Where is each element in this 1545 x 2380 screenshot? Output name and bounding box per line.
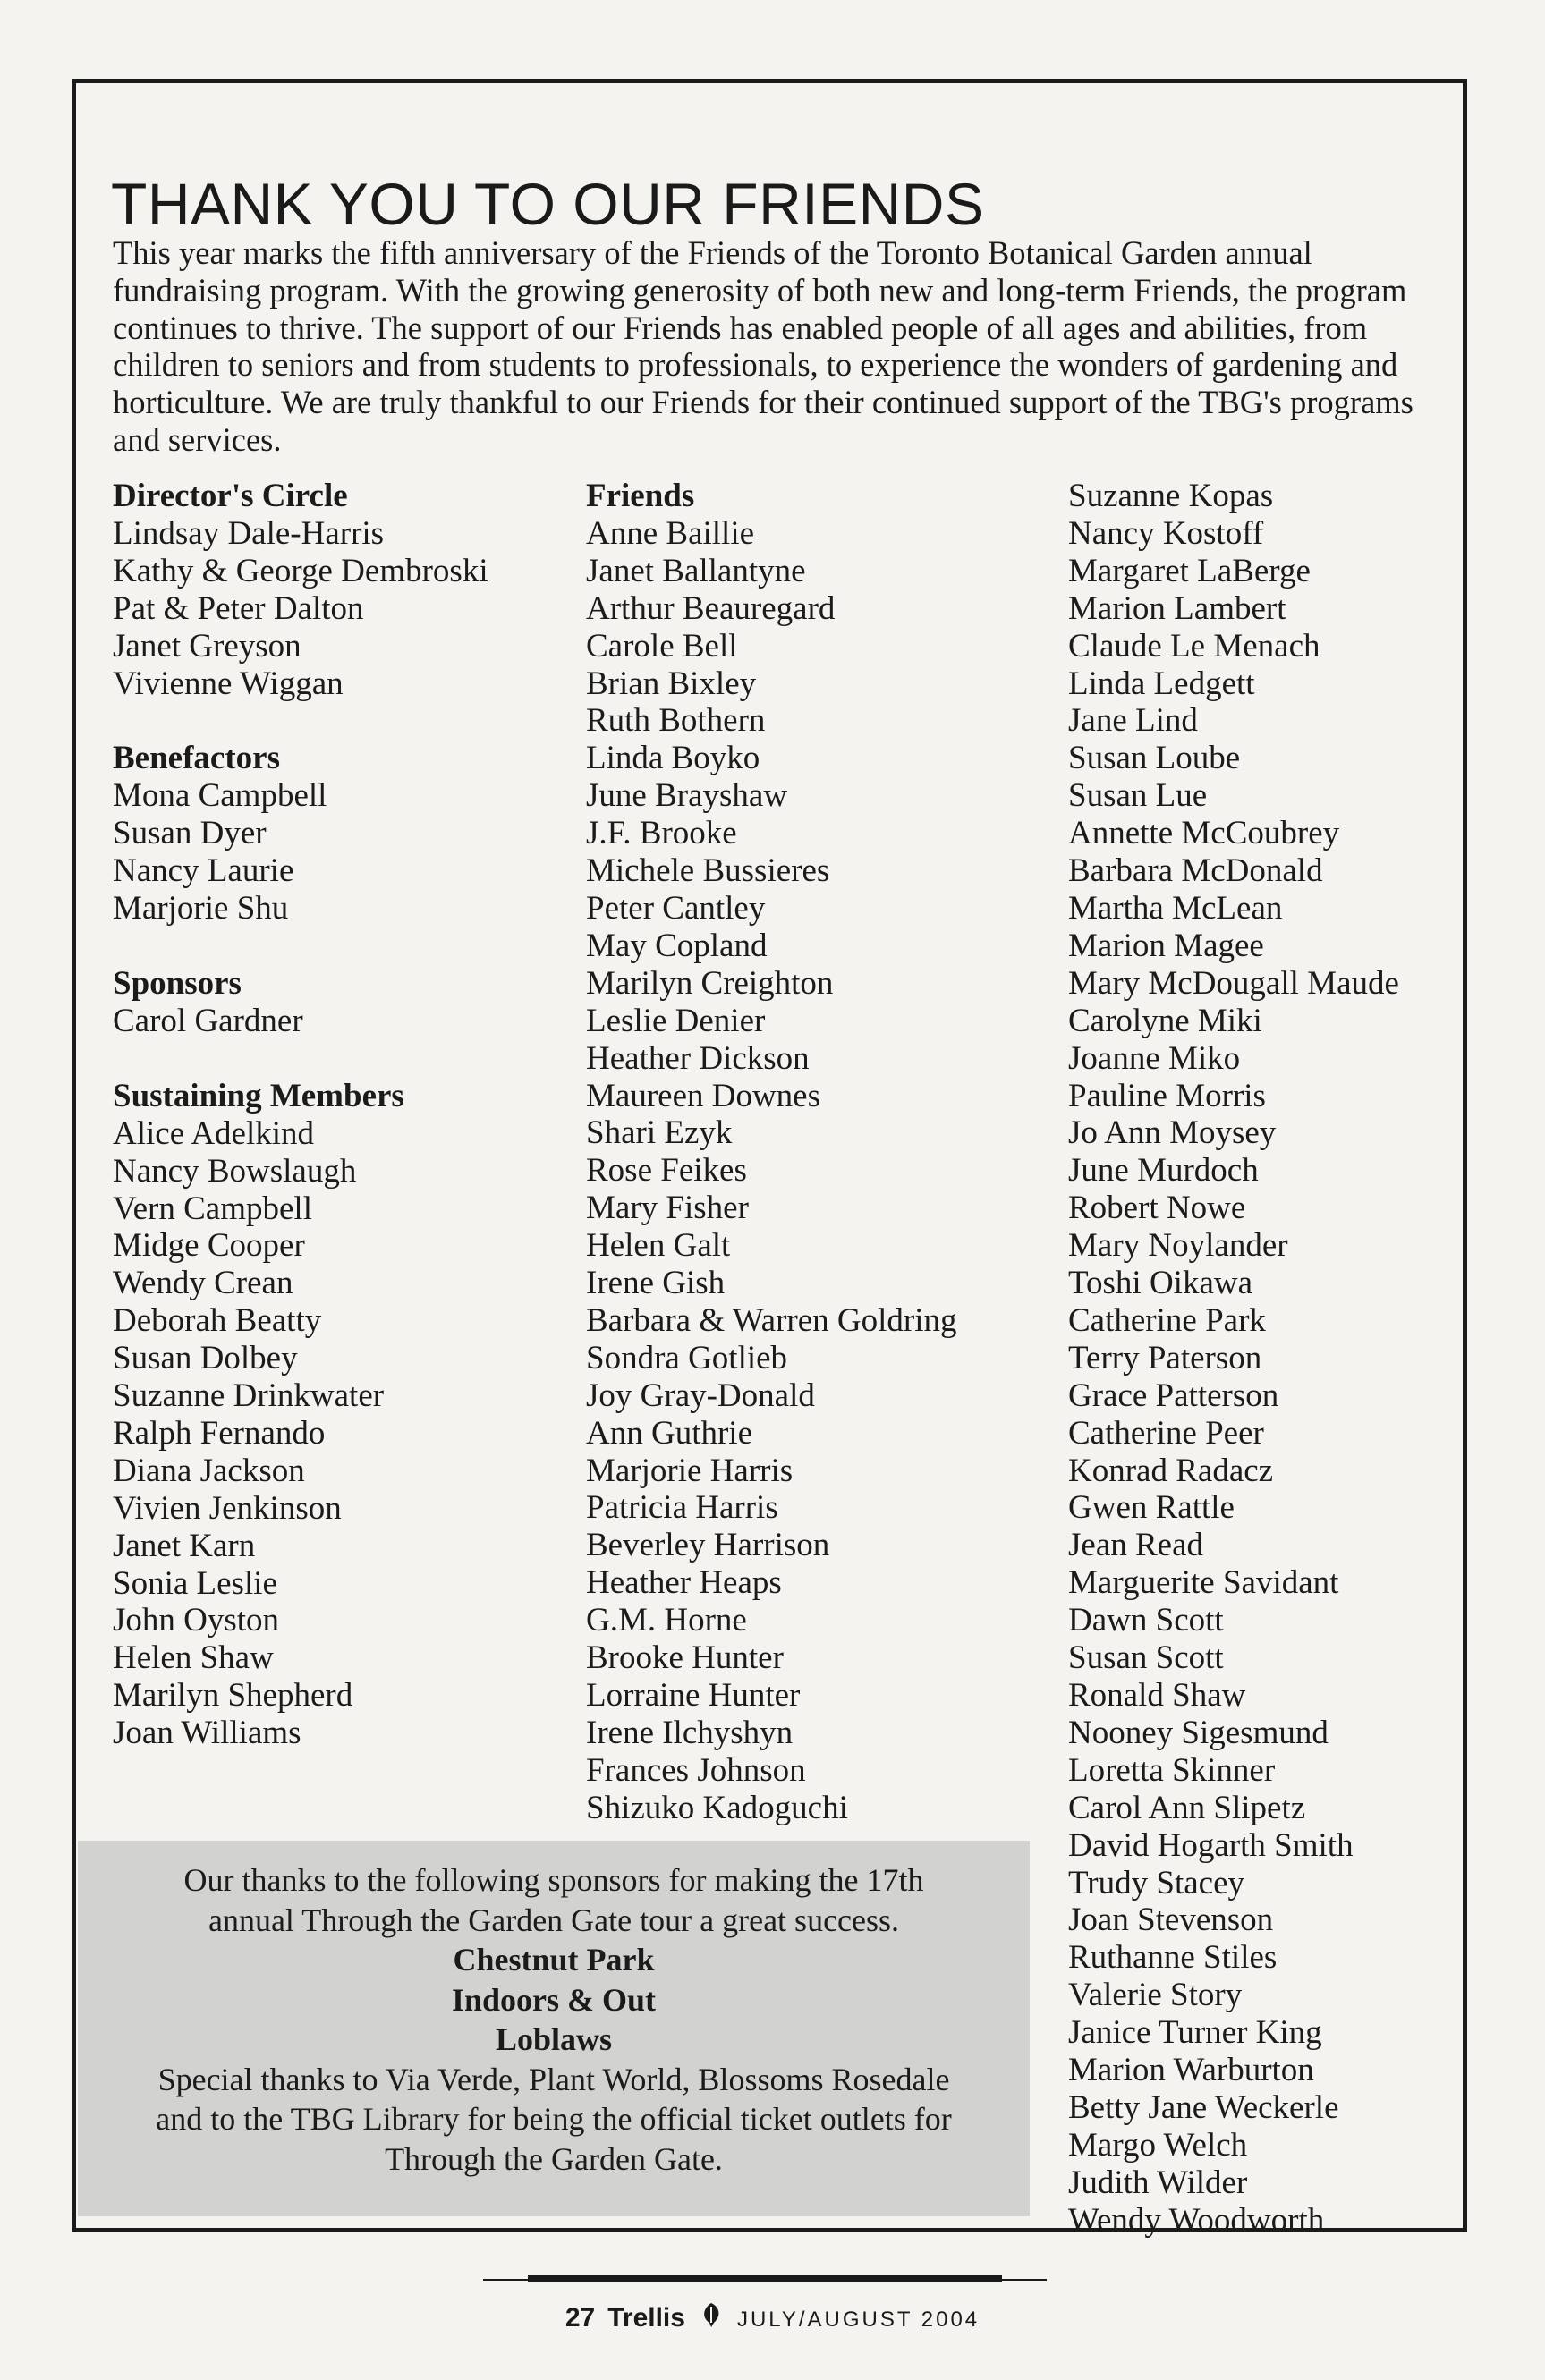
- donor-name: Annette McCoubrey: [1068, 815, 1340, 852]
- donor-name: Grace Patterson: [1068, 1376, 1279, 1414]
- donor-name: Joanne Miko: [1068, 1039, 1241, 1077]
- donor-column-1: [113, 478, 560, 1790]
- donor-name: Helen Shaw: [113, 1639, 274, 1677]
- donor-name: Shizuko Kadoguchi: [586, 1789, 848, 1826]
- donor-name: Marilyn Shepherd: [113, 1677, 353, 1715]
- donor-name: Catherine Peer: [1068, 1414, 1264, 1452]
- donor-name: Jean Read: [1068, 1527, 1204, 1564]
- donor-name: Martha McLean: [1068, 889, 1283, 927]
- donor-name: Marilyn Creighton: [586, 964, 834, 1002]
- donor-name: Sondra Gotlieb: [586, 1339, 788, 1376]
- tour-sponsor: Loblaws: [495, 2021, 613, 2057]
- donor-name: Joan Williams: [113, 1715, 301, 1752]
- donor-name: Mary Fisher: [586, 1190, 749, 1227]
- special-thanks-line: Through the Garden Gate.: [385, 2140, 723, 2177]
- donor-name: Lindsay Dale-Harris: [113, 514, 385, 552]
- donor-name: Sonia Leslie: [113, 1564, 277, 1602]
- donor-name: John Oyston: [113, 1602, 280, 1639]
- donor-name: Robert Nowe: [1068, 1190, 1246, 1227]
- donor-list: [586, 515, 1051, 1827]
- donor-list: [113, 777, 560, 927]
- special-thanks-line: Special thanks to Via Verde, Plant World, Blossoms Rosedale: [157, 2061, 950, 2097]
- donor-name: Margo Welch: [1068, 2126, 1248, 2164]
- donor-name: Mary McDougall Maude: [1068, 964, 1399, 1002]
- donor-name: J.F. Brooke: [586, 815, 737, 852]
- donor-name: Deborah Beatty: [113, 1302, 322, 1340]
- donor-name: Vivienne Wiggan: [113, 665, 344, 702]
- section-heading: Sustaining Members: [113, 1077, 404, 1114]
- donor-list: [1068, 478, 1462, 2240]
- donor-name: Linda Boyko: [586, 740, 760, 777]
- page-number: 27: [565, 2303, 596, 2333]
- donor-name: Marion Lambert: [1068, 589, 1286, 627]
- article-title: THANK YOU TO OUR FRIENDS: [111, 171, 985, 237]
- article-intro: This year marks the fifth anniversary of the Friends of the Toronto Botanical Garden annual fundraising program. With the growing generosity of both new and long-term Friends, the program continues to thrive. The support of our Friends has enabled people of all ages and abilities, from children to seniors and from students to professionals, to experience the wonders of gardening and horticulture. We are truly thankful to our Friends for their continued support of the TBG's programs and services.: [113, 234, 1413, 458]
- donor-name: Marion Magee: [1068, 927, 1264, 964]
- donor-name: Janet Greyson: [113, 627, 301, 665]
- sponsor-thanks-box: [78, 1841, 1030, 2216]
- donor-name: Linda Ledgett: [1068, 665, 1255, 702]
- donor-name: Carolyne Miki: [1068, 1002, 1262, 1039]
- donor-name: Gwen Rattle: [1068, 1489, 1235, 1527]
- donor-name: Susan Dolbey: [113, 1340, 298, 1377]
- donor-name: Kathy & George Dembroski: [113, 552, 488, 589]
- donor-name: Ralph Fernando: [113, 1414, 326, 1452]
- donor-name: Rose Feikes: [586, 1152, 747, 1190]
- donor-name: Barbara & Warren Goldring: [586, 1301, 957, 1339]
- donor-name: Arthur Beauregard: [586, 589, 836, 627]
- donor-name: Ruth Bothern: [586, 702, 766, 740]
- donor-name: Janice Turner King: [1068, 2014, 1322, 2052]
- donor-name: Peter Cantley: [586, 889, 766, 927]
- donor-name: Alice Adelkind: [113, 1114, 315, 1152]
- leaf-icon: [700, 2301, 723, 2338]
- donor-name: Susan Loube: [1068, 740, 1241, 777]
- donor-name: Ronald Shaw: [1068, 1677, 1246, 1714]
- donor-name: Vivien Jenkinson: [113, 1489, 342, 1527]
- donor-name: Nancy Kostoff: [1068, 514, 1264, 552]
- donor-name: Janet Ballantyne: [586, 552, 806, 589]
- donor-name: Suzanne Drinkwater: [113, 1377, 385, 1415]
- donor-name: Joan Stevenson: [1068, 1901, 1274, 1939]
- donor-name: Midge Cooper: [113, 1227, 305, 1265]
- donor-name: Leslie Denier: [586, 1002, 766, 1039]
- donor-name: Heather Dickson: [586, 1039, 810, 1077]
- donor-name: Susan Dyer: [113, 815, 267, 852]
- donor-name: Shari Ezyk: [586, 1114, 733, 1152]
- donor-name: Maureen Downes: [586, 1077, 820, 1114]
- donor-name: Jo Ann Moysey: [1068, 1114, 1277, 1152]
- donor-name: Konrad Radacz: [1068, 1452, 1274, 1489]
- donor-name: Helen Galt: [586, 1227, 731, 1265]
- donor-column-3: [1068, 478, 1462, 2240]
- donor-name: Pat & Peter Dalton: [113, 589, 364, 627]
- donor-name: Patricia Harris: [586, 1489, 778, 1527]
- tour-sponsor: Chestnut Park: [453, 1942, 655, 1978]
- donor-name: Betty Jane Weckerle: [1068, 2088, 1339, 2126]
- donor-name: Nancy Bowslaugh: [113, 1152, 357, 1190]
- thanks-line: Our thanks to the following sponsors for making the 17th: [183, 1862, 924, 1898]
- section-heading: Director's Circle: [113, 478, 348, 514]
- donor-list: [113, 1003, 560, 1040]
- donor-name: Pauline Morris: [1068, 1077, 1266, 1114]
- donor-name: Loretta Skinner: [1068, 1751, 1276, 1789]
- donor-name: David Hogarth Smith: [1068, 1826, 1354, 1864]
- donor-name: Nooney Sigesmund: [1068, 1714, 1329, 1751]
- donor-name: Wendy Woodworth: [1068, 2201, 1325, 2239]
- donor-name: Heather Heaps: [586, 1564, 782, 1602]
- section-heading: Benefactors: [113, 740, 280, 777]
- donor-name: Trudy Stacey: [1068, 1864, 1244, 1901]
- donor-name: Irene Ilchyshyn: [586, 1714, 794, 1751]
- donor-name: Carol Gardner: [113, 1002, 303, 1039]
- section-heading: Sponsors: [113, 964, 242, 1002]
- directors-circle-group: [113, 478, 560, 702]
- donor-name: Lorraine Hunter: [586, 1677, 801, 1714]
- donor-name: Judith Wilder: [1068, 2164, 1248, 2201]
- footer-rule-bold: [528, 2275, 1002, 2282]
- publication-name: Trellis: [607, 2303, 685, 2333]
- donor-name: Toshi Oikawa: [1068, 1265, 1253, 1302]
- issue-date: JULY/AUGUST 2004: [736, 2308, 980, 2332]
- donor-name: Barbara McDonald: [1068, 852, 1323, 890]
- donor-name: Marguerite Savidant: [1068, 1564, 1339, 1602]
- donor-name: Catherine Park: [1068, 1301, 1266, 1339]
- donor-name: Beverley Harrison: [586, 1527, 830, 1564]
- donor-name: Michele Bussieres: [586, 852, 830, 890]
- donor-name: Ruthanne Stiles: [1068, 1939, 1278, 1977]
- donor-name: Nancy Laurie: [113, 852, 294, 890]
- donor-name: G.M. Horne: [586, 1602, 747, 1639]
- donor-name: Irene Gish: [586, 1265, 726, 1302]
- donor-name: June Murdoch: [1068, 1152, 1259, 1190]
- sponsors-group: [113, 965, 560, 1040]
- donor-name: Terry Paterson: [1068, 1339, 1262, 1376]
- donor-name: Dawn Scott: [1068, 1602, 1224, 1639]
- donor-name: Anne Baillie: [586, 514, 755, 552]
- donor-name: Brian Bixley: [586, 665, 757, 702]
- page-footer: [0, 2300, 1545, 2338]
- donor-name: Frances Johnson: [586, 1751, 806, 1789]
- donor-name: June Brayshaw: [586, 777, 788, 815]
- donor-name: Carol Ann Slipetz: [1068, 1789, 1306, 1826]
- thanks-line: annual Through the Garden Gate tour a great success.: [208, 1901, 900, 1938]
- donor-name: Mona Campbell: [113, 777, 327, 815]
- donor-name: Brooke Hunter: [586, 1639, 784, 1677]
- donor-name: Joy Gray-Donald: [586, 1376, 815, 1414]
- donor-name: Susan Lue: [1068, 777, 1208, 815]
- donor-column-2: [586, 478, 1051, 1827]
- donor-name: Janet Karn: [113, 1527, 256, 1564]
- donor-name: Jane Lind: [1068, 702, 1198, 740]
- donor-name: May Copland: [586, 927, 768, 964]
- donor-name: Marjorie Shu: [113, 890, 289, 927]
- donor-list: [113, 515, 560, 703]
- donor-name: Vern Campbell: [113, 1190, 312, 1227]
- donor-name: Diana Jackson: [113, 1452, 305, 1489]
- donor-name: Marjorie Harris: [586, 1452, 794, 1489]
- sustaining-members-group: [113, 1078, 560, 1752]
- donor-list: [113, 1115, 560, 1752]
- donor-name: Wendy Crean: [113, 1265, 293, 1302]
- tour-sponsor: Indoors & Out: [451, 1981, 657, 2018]
- donor-name: Suzanne Kopas: [1068, 478, 1274, 514]
- donor-name: Valerie Story: [1068, 1977, 1243, 2014]
- donor-name: Carole Bell: [586, 627, 738, 665]
- donor-name: Mary Noylander: [1068, 1227, 1288, 1265]
- special-thanks-line: and to the TBG Library for being the official ticket outlets for: [156, 2101, 952, 2137]
- donor-name: Susan Scott: [1068, 1639, 1224, 1677]
- donor-name: Marion Warburton: [1068, 2052, 1314, 2089]
- section-heading: Friends: [586, 478, 695, 514]
- donor-name: Ann Guthrie: [586, 1414, 752, 1452]
- donor-name: Claude Le Menach: [1068, 627, 1320, 665]
- benefactors-group: [113, 740, 560, 927]
- donor-name: Margaret LaBerge: [1068, 552, 1311, 589]
